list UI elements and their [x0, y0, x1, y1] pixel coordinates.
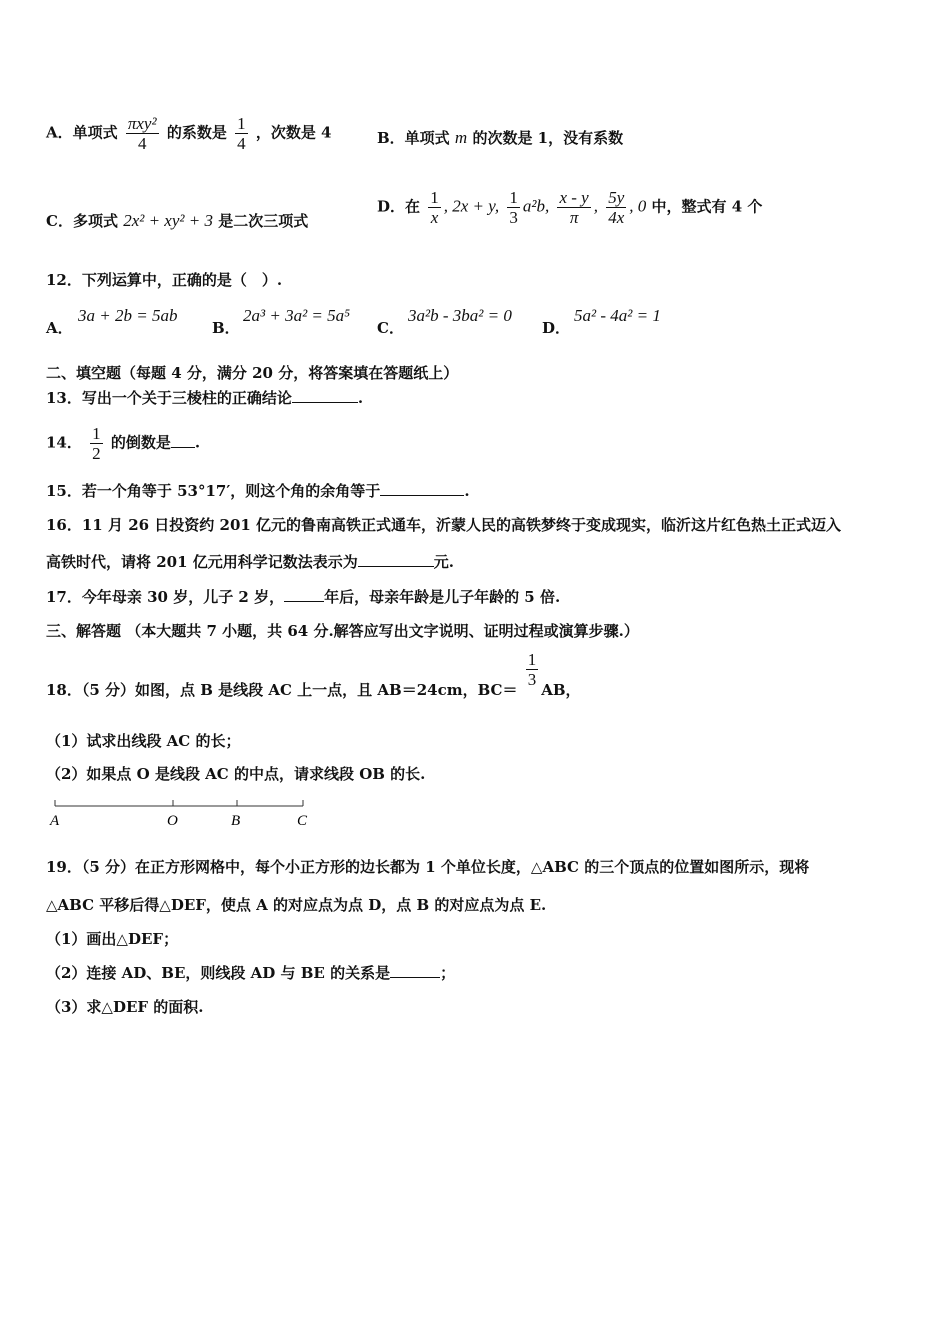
- q19-part3: （3）求△DEF 的面积.: [46, 998, 204, 1016]
- math-expression: ,: [593, 196, 598, 216]
- option-text: 是二次三项式: [218, 212, 309, 230]
- q11-option-d: [377, 188, 762, 227]
- fraction: [606, 188, 626, 227]
- option-label: B．: [212, 319, 240, 337]
- option-text: ，次数是 4: [255, 123, 332, 142]
- question-text: .: [464, 482, 470, 500]
- fraction-numerator: 1: [430, 188, 439, 207]
- point-label-o: O: [167, 813, 178, 829]
- q13: [46, 388, 363, 408]
- question-text: 15．若一个角等于 53°17′，则这个角的余角等于: [46, 482, 381, 500]
- answer-blank[interactable]: [390, 963, 440, 978]
- question-text: 年后，母亲年龄是儿子年龄的 5 倍.: [324, 588, 561, 606]
- fraction: [90, 424, 103, 463]
- question-text: 的倒数是: [110, 433, 171, 452]
- math-expression: , 2x + y,: [443, 196, 500, 216]
- math-expression: 3a²b - 3ba² = 0: [408, 306, 512, 325]
- answer-blank[interactable]: [171, 433, 195, 448]
- q11-option-b: [377, 128, 623, 148]
- question-text: 13．写出一个关于三棱柱的正确结论: [46, 389, 292, 407]
- option-text: 的次数是 1，没有系数: [472, 129, 624, 147]
- question-number: 14．: [46, 433, 82, 452]
- option-label: D．: [542, 319, 571, 337]
- question-text: 18．（5 分）如图，点 B 是线段 AC 上一点，且 AB＝24cm，BC＝: [46, 680, 518, 699]
- option-label: A．: [46, 319, 73, 337]
- answer-blank[interactable]: [284, 587, 324, 602]
- math-expression: 5a² - 4a² = 1: [574, 306, 661, 325]
- math-expression: 2x² + xy² + 3: [123, 211, 213, 230]
- math-variable: m: [454, 128, 468, 147]
- math-expression: , 0: [629, 196, 647, 216]
- fraction: [428, 188, 441, 227]
- section-heading: 二、填空题（每题 4 分，满分 20 分，将答案填在答题纸上）: [46, 364, 459, 382]
- section-title: 三、解答题: [46, 622, 122, 640]
- q19-line1: 19．（5 分）在正方形网格中，每个小正方形的边长都为 1 个单位长度，△ABC 的三个顶点的位置如图所示，现将: [46, 858, 810, 876]
- q12-stem: 12．下列运算中，正确的是（ ）.: [46, 271, 283, 289]
- line-segment-figure: [40, 793, 320, 833]
- q18-part2: （2）如果点 O 是线段 AC 的中点，请求线段 OB 的长.: [46, 765, 426, 783]
- q18-part1: （1）试求出线段 AC 的长；: [46, 732, 241, 750]
- math-expression: 2a³ + 3a² = 5a⁵: [243, 306, 351, 325]
- fraction-denominator: π: [569, 208, 579, 227]
- fraction: [526, 650, 539, 689]
- fraction-denominator: 2: [92, 444, 101, 463]
- question-text: （2）连接 AD、BE，则线段 AD 与 BE 的关系是: [46, 964, 391, 982]
- q16-line1: 16．11 月 26 日投资约 201 亿元的鲁南高铁正式通车，沂蒙人民的高铁梦终于变成现实，临沂这片红色热土正式迈入: [46, 516, 842, 534]
- fraction-numerator: 1: [237, 114, 246, 133]
- option-label: C．: [377, 319, 404, 337]
- question-text: ；: [440, 964, 456, 982]
- fraction-numerator: πxy²: [127, 114, 157, 133]
- math-expression: a²b,: [522, 196, 550, 216]
- question-text: 17．今年母亲 30 岁，儿子 2 岁，: [46, 588, 285, 606]
- option-label: A．单项式: [46, 123, 118, 142]
- question-text: 高铁时代，请将 201 亿元用科学记数法表示为: [46, 553, 358, 571]
- q18-stem: [46, 648, 581, 699]
- q15: [46, 481, 470, 501]
- q14: [46, 424, 200, 463]
- fraction: [126, 114, 159, 153]
- point-label-b: B: [231, 813, 241, 829]
- question-text: .: [357, 389, 364, 407]
- q19-part1: （1）画出△DEF；: [46, 930, 179, 948]
- fraction-numerator: 1: [527, 650, 537, 669]
- option-label: B．单项式: [377, 129, 450, 147]
- fraction: [557, 188, 590, 227]
- option-label: C．多项式: [46, 212, 118, 230]
- fraction: [507, 188, 520, 227]
- q11-option-a: [46, 114, 331, 153]
- q11-option-c: [46, 211, 308, 231]
- fraction-denominator: x: [430, 208, 439, 227]
- fraction-numerator: 5y: [608, 188, 625, 207]
- answer-blank[interactable]: [358, 552, 434, 567]
- question-text: AB，: [541, 680, 581, 699]
- fraction-numerator: 1: [92, 424, 101, 443]
- q16-line2: [46, 552, 454, 572]
- answer-blank[interactable]: [380, 481, 464, 496]
- answer-blank[interactable]: [292, 388, 358, 403]
- fraction: [235, 114, 248, 153]
- fraction-denominator: 4: [237, 134, 246, 153]
- option-text: 中，整式有 4 个: [651, 197, 763, 216]
- question-text: .: [194, 433, 201, 452]
- fraction-denominator: 4x: [608, 208, 625, 227]
- section-note: （本大题共 7 小题，共 64 分.解答应写出文字说明、证明过程或演算步骤.）: [126, 622, 639, 640]
- math-expression: 3a + 2b = 5ab: [78, 306, 178, 325]
- fraction-denominator: 4: [137, 134, 147, 153]
- q19-line2: △ABC 平移后得△DEF，使点 A 的对应点为点 D，点 B 的对应点为点 E.: [46, 896, 547, 914]
- option-text: 的系数是: [166, 123, 227, 142]
- point-label-c: C: [297, 813, 308, 829]
- point-label-a: A: [50, 813, 60, 829]
- question-text: 元.: [433, 553, 454, 571]
- q19-part2: [46, 963, 455, 983]
- fraction-denominator: 3: [527, 670, 537, 689]
- fraction-denominator: 3: [509, 208, 518, 227]
- q17: [46, 587, 560, 607]
- fraction-numerator: 1: [509, 188, 518, 207]
- option-label: D．在: [377, 197, 421, 216]
- section-heading: [46, 621, 639, 641]
- fraction-numerator: x - y: [559, 188, 589, 207]
